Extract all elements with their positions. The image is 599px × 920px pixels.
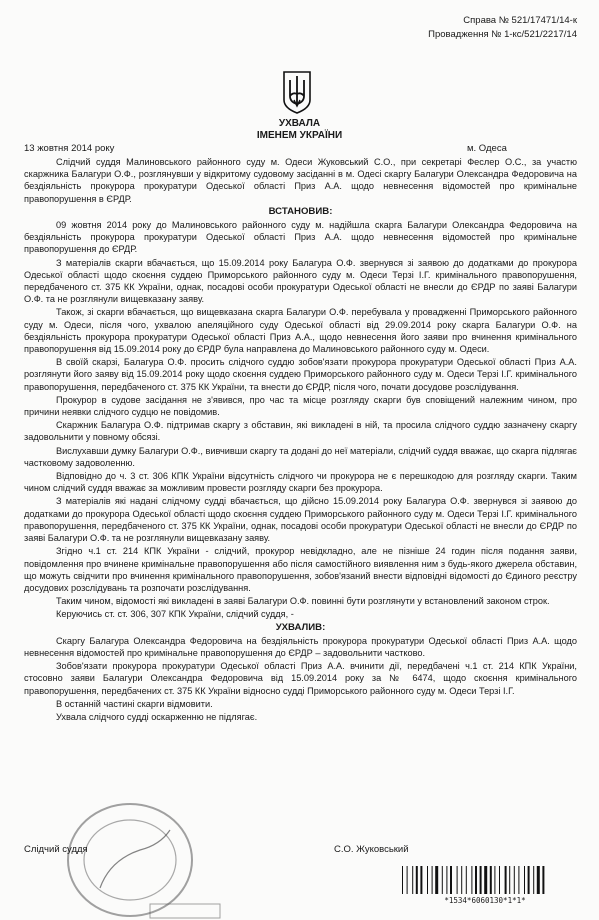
paragraph: В своїй скарзі, Балагура О.Ф. просить слідчого суддю зобов'язати прокурора прокуратури Одеської області Приз А.А. розглянути його заяву від 15.09.2014 року щодо скоєння суддею Приморського районного суду м. Одеси Терзі І.Г. кримінального правопорушення, передбаченого ст. 375 КК України, та внести до ЄРДР, після чого, почати досудове розслідування. xyxy=(24,357,577,392)
case-number: Справа № 521/17471/14-к xyxy=(463,15,577,26)
document-body xyxy=(24,156,577,724)
paragraph: Згідно ч.1 ст. 214 КПК України - слідчий, прокурор невідкладно, але не пізніше 24 годин після подання заяви, повідомлення про вчинене кримінальне правопорушення або після самостійного виявлення ним з будь-якого джерела обставин, що можуть свідчити про вчинення кримінального правопорушення, зобов'язаний внести відповідні відомості до Єдиного реєстру досудових розслідувань та розпочати розслідування. xyxy=(24,546,577,593)
barcode-bar xyxy=(402,866,403,894)
paragraph: З матеріалів які надані слідчому судді вбачається, що дійсно 15.09.2014 року Балагура О.Ф. звернувся зі заявою до додатками до прокурора Одеської області щодо скоєння суддею Приморського районного суду м. Одеси Терзі І.Г. кримінального правопорушення, передбаченого ст. 375 КК України, однак, посадові особи прокуратури Одеської області не внесли до ЄРДР по заяві Балагури О.Ф. та не розглянули вищевказану заяву. xyxy=(24,496,577,544)
barcode-bar xyxy=(407,866,408,894)
intro-paragraph: Слідчий суддя Малиновського районного суду м. Одеси Жуковський С.О., при секретарі Феслер О.С., за участю скаржника Балагури О.Ф., розглянувши у відкритому судовому засіданні в м. Одесі скаргу Балагури Олександра Федоровича на бездіяльність прокурора прокуратури Одеської області Приз А.А. щодо невнесення відомостей про кримінальне правопорушення в ЄРДР. xyxy=(24,157,577,204)
trident-coat-of-arms-icon xyxy=(282,70,312,114)
signature-name: С.О. Жуковський xyxy=(334,844,409,855)
barcode-text: *1534*6060130*1*1* xyxy=(444,896,526,905)
paragraph: 09 жовтня 2014 року до Малиновського районного суду м. надійшла скарга Балагури Олександра Федоровича на бездіяльність прокурора прокуратури Одеської області Приз А.А. щодо невнесення відомостей про кримінальне правопорушення до ЄРДР. xyxy=(24,220,577,255)
paragraph: Вислухавши думку Балагури О.Ф., вивчивши скаргу та додані до неї матеріали, слідчий суддя вважає, що скарга підлягає частковому задоволенню. xyxy=(24,445,577,468)
barcode-bar xyxy=(435,866,438,894)
document-city: м. Одеса xyxy=(467,143,507,154)
signature-role: Слідчий суддя xyxy=(24,844,88,855)
paragraph: Прокурор в судове засідання не з'явився, про час та місце розгляду скарги був сповіщений належним чином, про причини неявки слідчого судцю не повідомив. xyxy=(24,394,577,418)
barcode-bar xyxy=(518,866,519,894)
barcode-bar xyxy=(494,866,495,894)
barcode-bar xyxy=(457,866,458,894)
paragraph: Відповідно до ч. 3 ст. 306 КПК України відсутність слідчого чи прокурора не є перешкодою для розгляду скарги. Таким чином слідчий суддя вважає за можливим провести розгляду скарги без прокурора. xyxy=(24,471,577,494)
barcode-bar xyxy=(412,866,413,894)
barcode-bar xyxy=(475,866,477,894)
barcode-bar xyxy=(537,866,540,894)
document-title: УХВАЛА xyxy=(278,118,321,129)
paragraph: Керуючись ст. ст. 306, 307 КПК України, слідчий суддя, - xyxy=(56,609,294,620)
document-date: 13 жовтня 2014 року xyxy=(24,143,115,154)
paragraph: Також, зі скарги вбачається, що вищевказана скарга Балагури О.Ф. перебувала у провадженні Приморського районного суду м. Одеси, після чого, ухвалою апеляційного суду Одеської області від 29.09.2014 року скарга Балагури О.Ф. на бездіяльність прокурора прокуратури Одеської області Приз А.А., щодо невнесення його заяви про вчинення кримінального правопорушення від 15.09.2014 року до ЄРДР була направлена до Малиновського районного суду м. Одеси. xyxy=(24,307,577,355)
proceeding-number: Провадження № 1-кс/521/2217/14 xyxy=(428,29,577,40)
paragraph: З матеріалів скарги вбачається, що 15.09.2014 року Балагура О.Ф. звернувся зі заявою до додатками до прокурора Одеської області щодо скоєння суддею Приморського районного суду м. Одеси Терзі І.Г. кримінального правопорушення, передбаченого ст. 375 КК України, однак, посадові особи прокуратури Одеської області не внесли до ЄРДР по заяві Балагури О.Ф. та не розглянули вищевказану заяву. xyxy=(24,257,577,305)
ruling-paragraph: Зобов'язати прокурора прокуратури Одеської області Приз А.А. вчинити дії, передбачені ч.1 ст. 214 КПК України, стосовно заяви Балагури Олександра Федоровича від 15.09.2014 року за № 6474, щодо скоєння кримінального правопорушення, передбачених ст. 375 КК України відносно судді Приморського районного суду м. Одеси Терзі І.Г. xyxy=(24,661,577,696)
paragraph: Таким чином, відомості які викладені в заяві Балагури О.Ф. повинні бути розглянути у встановлений законом строк. xyxy=(56,596,550,607)
case-header xyxy=(428,14,577,42)
barcode-bar xyxy=(484,866,487,894)
ruling-paragraph: Ухвала слідчого судді оскарженню не підлягає. xyxy=(56,711,258,722)
barcode-bar xyxy=(466,866,467,894)
barcode xyxy=(400,866,570,900)
heading-ruled: УХВАЛИВ: xyxy=(275,621,326,633)
barcode-bar xyxy=(528,866,530,894)
barcode-bar xyxy=(461,866,462,894)
barcode-bar xyxy=(524,866,525,894)
barcode-bar xyxy=(509,866,510,894)
barcode-bar xyxy=(505,866,507,894)
barcode-bar xyxy=(416,866,418,894)
barcode-bar xyxy=(432,866,433,894)
barcode-bar xyxy=(533,866,534,894)
document-subtitle: ІМЕНЕМ УКРАЇНИ xyxy=(256,130,343,141)
paragraph: Скаржник Балагура О.Ф. підтримав скаргу з обставин, які викладені в ній, та просила слідчого суддю зазначену скаргу задовольнити у повному обсязі. xyxy=(24,420,577,443)
barcode-bar xyxy=(542,866,544,894)
barcode-bar xyxy=(420,866,422,894)
barcode-bar xyxy=(471,866,472,894)
barcode-bar xyxy=(490,866,492,894)
court-stamp xyxy=(60,790,230,920)
barcode-bar xyxy=(442,866,443,894)
barcode-bar xyxy=(514,866,515,894)
barcode-bar xyxy=(446,866,447,894)
ruling-paragraph: В останній частині скарги відмовити. xyxy=(56,698,213,709)
ruling-paragraph: Скаргу Балагура Олександра Федоровича на бездіяльність прокурора прокуратури Одеської області Приз А.А. щодо невнесення відомостей про кримінальне правопорушення до ЄРДР – задовольнити частково. xyxy=(24,635,577,658)
heading-established: ВСТАНОВИВ: xyxy=(268,205,333,217)
barcode-bar xyxy=(450,866,452,894)
barcode-bar xyxy=(499,866,500,894)
barcode-bar xyxy=(427,866,428,894)
barcode-bar xyxy=(480,866,482,894)
